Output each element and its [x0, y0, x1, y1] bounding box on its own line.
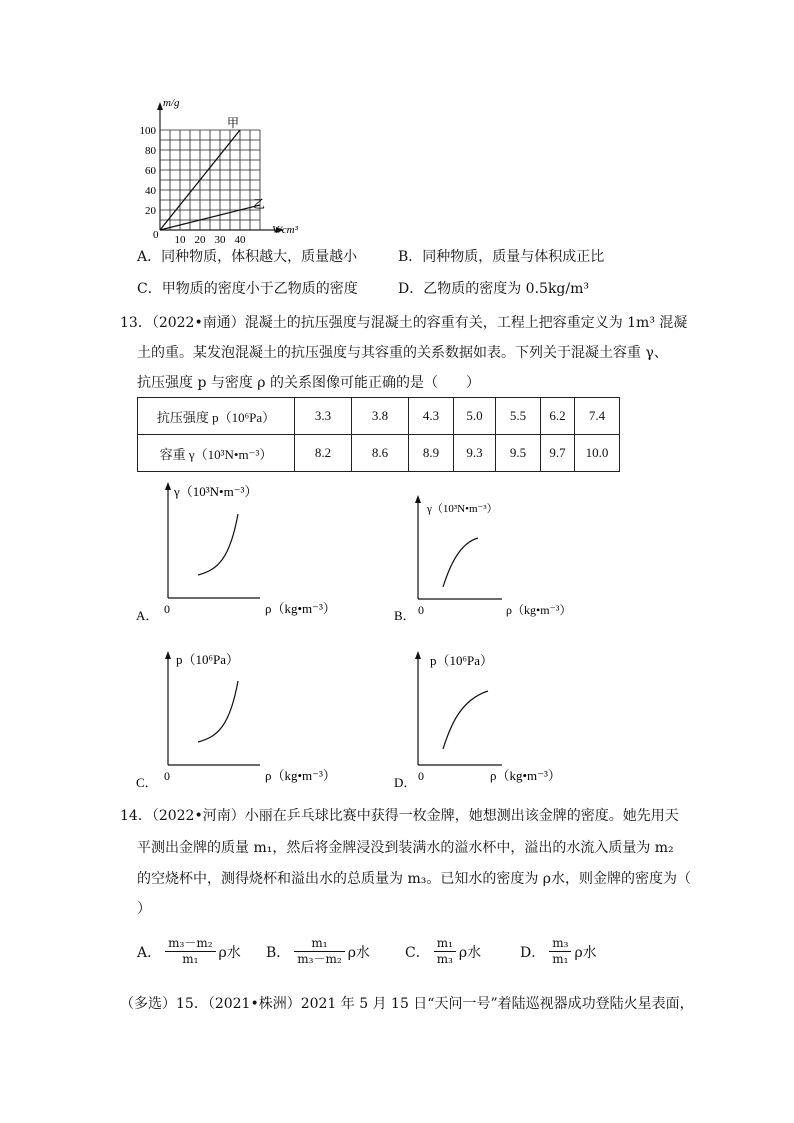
graph-d-xlabel: ρ（kg•m⁻³） — [490, 768, 561, 783]
row-label-pressure: 抗压强度 p（10⁶Pa） — [138, 398, 295, 435]
q14-option-a — [137, 936, 241, 967]
q12-option-b: B．同种物质，质量与体积成正比 — [398, 249, 605, 265]
graph-b-xlabel: ρ（kg•m⁻³） — [506, 603, 572, 617]
table-cell: 5.5 — [496, 398, 541, 435]
denominator: m₁ — [552, 952, 569, 966]
rho-water: ρ水 — [218, 944, 241, 961]
option-b-graph — [390, 493, 640, 628]
graph-c-xlabel: ρ（kg•m⁻³） — [265, 768, 336, 783]
graph-d-ylabel: p（10⁶Pa） — [430, 653, 494, 668]
data-table — [137, 397, 620, 472]
table-cell: 3.3 — [295, 398, 352, 435]
denominator: m₁ — [182, 952, 199, 966]
option-letter: A． — [137, 944, 162, 961]
x-tick-label: 20 — [194, 234, 206, 246]
graph-c-letter: C． — [136, 775, 158, 790]
q14-stem-line4: ） — [137, 901, 151, 917]
numerator: m₁ — [434, 936, 456, 952]
table-cell: 6.2 — [541, 398, 575, 435]
table-cell: 4.3 — [409, 398, 454, 435]
x-tick-label: 40 — [234, 234, 246, 246]
q15-stem-line1: （多选）15．（2021•株洲）2021 年 5 月 15 日“天问一号”着陆巡视器成功登陆火星表面， — [120, 996, 694, 1012]
graph-d-origin: 0 — [418, 769, 424, 783]
mass-volume-graph — [125, 90, 298, 250]
denominator: m₃ — [436, 952, 453, 966]
y-tick-label: 80 — [145, 145, 156, 157]
graph-d-letter: D． — [394, 775, 417, 790]
table-cell: 7.4 — [575, 398, 620, 435]
table-row — [138, 435, 620, 472]
y-tick-label: 60 — [145, 165, 156, 177]
option-letter: C． — [405, 944, 430, 961]
graph-b-origin: 0 — [418, 603, 424, 617]
option-c-graph — [130, 645, 380, 795]
table-cell: 3.8 — [352, 398, 409, 435]
table-cell: 8.9 — [409, 435, 454, 472]
graph-c-ylabel: p（10⁶Pa） — [176, 652, 240, 667]
graph-a-ylabel: γ（10³N•m⁻³） — [174, 484, 258, 499]
q14-option-b — [266, 936, 370, 967]
line-label-yi: 乙 — [253, 197, 266, 211]
q14-stem-line1: 14．（2022•河南）小丽在乒乓球比赛中获得一枚金牌，她想测出该金牌的密度。她先用天 — [120, 808, 679, 824]
fraction — [294, 936, 344, 967]
q14-option-d — [520, 936, 597, 967]
fraction — [165, 936, 215, 967]
fraction — [434, 936, 456, 967]
table-cell: 9.3 — [454, 435, 496, 472]
rho-water: ρ水 — [347, 944, 370, 961]
denominator: m₃－m₂ — [297, 952, 342, 966]
table-cell: 9.7 — [541, 435, 575, 472]
rho-water: ρ水 — [574, 944, 597, 961]
q12-option-a: A．同种物质，体积越大，质量越小 — [137, 249, 358, 265]
line-label-jia: 甲 — [227, 116, 240, 130]
y-tick-label: 100 — [139, 125, 156, 137]
origin-label: 0 — [153, 229, 159, 241]
q14-option-c — [405, 936, 481, 967]
table-cell: 8.6 — [352, 435, 409, 472]
q13-stem-line3: 抗压强度 p 与密度 ρ 的关系图像可能正确的是（ ） — [137, 375, 480, 391]
row-label-weight: 容重 γ（10³N•m⁻³） — [138, 435, 295, 472]
q13-stem-line1: 13．（2022•南通）混凝土的抗压强度与混凝土的容重有关，工程上把容重定义为 1m³ 混凝 — [120, 315, 688, 331]
q14-stem-line3: 的空烧杯中，测得烧杯和溢出水的总质量为 m₃。已知水的密度为 ρ水，则金牌的密度为（ — [137, 871, 692, 887]
graph-a-letter: A． — [136, 608, 159, 623]
option-d-graph — [390, 645, 640, 795]
graph-a-xlabel: ρ（kg•m⁻³） — [265, 601, 336, 616]
option-a-graph — [130, 478, 380, 628]
numerator: m₃－m₂ — [165, 936, 215, 952]
x-axis-label: V/cm³ — [272, 224, 298, 236]
graph-b-ylabel: γ（10³N•m⁻³） — [427, 503, 498, 515]
q12-option-c: C．甲物质的密度小于乙物质的密度 — [137, 281, 358, 297]
rho-water: ρ水 — [458, 944, 482, 961]
numerator: m₃ — [549, 936, 571, 952]
y-axis-label: m/g — [163, 97, 180, 109]
fraction — [549, 936, 571, 967]
q14-stem-line2: 平测出金牌的质量 m₁，然后将金牌浸没到装满水的溢水杯中，溢出的水流入质量为 m₂ — [137, 840, 674, 856]
q12-option-d: D．乙物质的密度为 0.5kg/m³ — [398, 281, 589, 297]
table-cell: 8.2 — [295, 435, 352, 472]
table-cell: 10.0 — [575, 435, 620, 472]
table-cell: 9.5 — [496, 435, 541, 472]
table-row — [138, 398, 620, 435]
y-tick-label: 40 — [145, 185, 156, 197]
y-tick-label: 20 — [145, 205, 156, 217]
x-tick-label: 10 — [174, 234, 186, 246]
table-cell: 5.0 — [454, 398, 496, 435]
graph-b-letter: B． — [394, 608, 416, 623]
numerator: m₁ — [294, 936, 344, 952]
graph-a-origin: 0 — [164, 602, 170, 616]
option-letter: B． — [266, 944, 291, 961]
option-letter: D． — [520, 944, 546, 961]
q13-stem-line2: 土的重。某发泡混凝土的抗压强度与其容重的关系数据如表。下列关于混凝土容重 γ、 — [137, 345, 668, 361]
graph-c-origin: 0 — [164, 769, 170, 783]
x-tick-label: 30 — [214, 234, 226, 246]
